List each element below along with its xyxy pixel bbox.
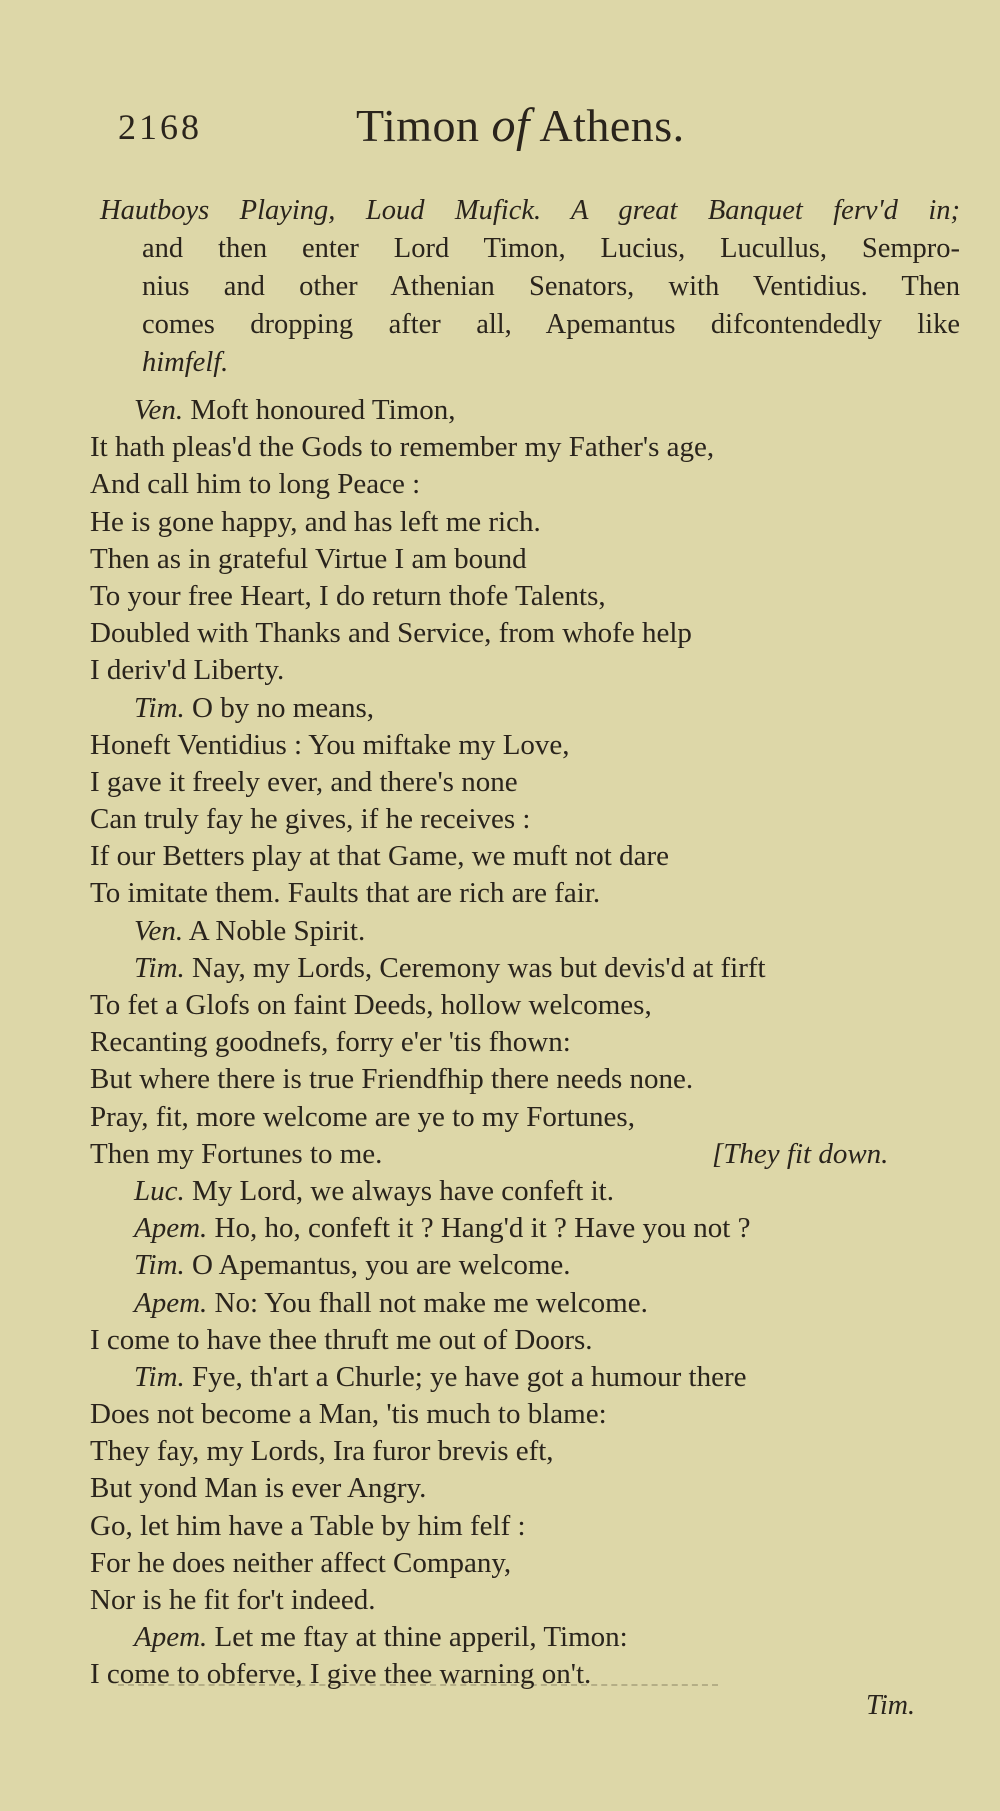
line-text: Nay, my Lords, Ceremony was but devis'd at firft [192,951,766,984]
verse-line [90,1099,950,1136]
line-text: It hath pleas'd the Gods to remember my Father's age, [90,431,715,464]
verse-line [90,652,950,689]
line-text: Fye, th'art a Churle; ye have got a humour there [192,1360,747,1393]
line-text: If our Betters play at that Game, we muft not dare [90,840,669,873]
verse-line [90,987,950,1024]
line-text: O Apemantus, you are welcome. [192,1249,571,1282]
line-text: I come to obferve, I give thee warning on't. [90,1658,592,1691]
line-text: To imitate them. Faults that are rich are fair. [90,877,601,910]
speaker-name: Apem. [134,1212,208,1245]
line-text: I deriv'd Liberty. [90,654,285,687]
verse-line [90,504,950,541]
verse-line [90,1656,950,1693]
stage-direction-line: Hautboys Playing, Loud Mufick. A great Banquet ferv'd in; [100,195,960,226]
speaker-name: Tim. [134,691,185,724]
line-text: My Lord, we always have confeft it. [192,1174,614,1207]
running-header [118,92,918,162]
stage-direction-line: comes dropping after all, Apemantus difcontendedly like [142,309,960,340]
page-title [356,98,685,153]
verse-line [90,913,950,950]
speaker-name: Ven. [134,914,184,947]
catchword: Tim. [866,1690,916,1721]
verse-line [90,801,950,838]
verse-line [90,1508,950,1545]
verse-line [90,1322,950,1359]
line-text: I come to have thee thruft me out of Doors. [90,1323,593,1356]
verse-line [90,727,950,764]
dialogue-text [90,392,950,1694]
verse-line [90,875,950,912]
title-part-of: of [491,99,530,152]
title-part-2: Athens. [529,100,685,151]
line-text: They fay, my Lords, Ira furor brevis eft, [90,1435,554,1468]
line-text: Pray, fit, more welcome are ye to my Fortunes, [90,1100,635,1133]
stage-direction-line: nius and other Athenian Senators, with Ventidius. Then [142,271,960,302]
verse-line [90,690,950,727]
line-text: Then my Fortunes to me. [90,1137,383,1170]
speaker-name: Ven. [134,394,184,426]
line-text: But yond Man is ever Angry. [90,1472,427,1505]
speaker-name: Tim. [134,1360,185,1393]
speaker-name: Tim. [134,951,185,984]
line-text: Go, let him have a Table by him felf : [90,1509,526,1542]
line-text: O by no means, [192,691,375,724]
verse-line [90,466,950,503]
line-text: A Noble Spirit. [188,914,366,947]
line-text: Moft honoured Timon, [190,394,456,426]
verse-line [90,950,950,987]
line-text: Recanting goodnefs, forry e'er 'tis fhown: [90,1026,571,1059]
verse-line [90,1433,950,1470]
line-text: Ho, ho, confeft it ? Hang'd it ? Have you not ? [214,1212,751,1245]
verse-line [90,429,950,466]
verse-line [90,1024,950,1061]
verse-line [90,1582,950,1619]
stage-direction-inline: [They fit down. [712,1137,889,1170]
verse-line [90,615,950,652]
verse-line [90,1061,950,1098]
verse-line [90,541,950,578]
speaker-name: Tim. [134,1249,185,1282]
verse-line [90,1136,950,1173]
verse-line [90,1210,950,1247]
line-text: To fet a Glofs on faint Deeds, hollow welcomes, [90,989,652,1021]
verse-line [90,392,950,429]
speaker-name: Apem. [134,1621,208,1654]
page-number: 2168 [118,107,202,147]
stage-direction-line: himfelf. [142,347,229,378]
line-text: Nor is he fit for't indeed. [90,1584,376,1616]
line-text: To your free Heart, I do return thofe Talents, [90,579,606,612]
verse-line [90,1470,950,1507]
verse-line [90,1545,950,1582]
line-text: No: You fhall not make me welcome. [214,1286,648,1319]
line-text: Honeft Ventidius : You miftake my Love, [90,728,570,761]
verse-line [90,838,950,875]
verse-line [90,764,950,801]
line-text: He is gone happy, and has left me rich. [90,505,541,538]
stage-direction [100,192,960,382]
verse-line [90,578,950,615]
verse-line [90,1359,950,1396]
line-text: Does not become a Man, 'tis much to blame: [90,1398,607,1431]
line-text: And call him to long Peace : [90,468,421,501]
verse-line [90,1285,950,1322]
line-text: For he does neither affect Company, [90,1546,512,1579]
verse-line [90,1396,950,1433]
speaker-name: Apem. [134,1286,208,1319]
line-text: Doubled with Thanks and Service, from whofe help [90,617,692,650]
title-part-1: Timon [356,100,492,151]
line-text: Let me ftay at thine apperil, Timon: [214,1621,628,1654]
verse-line [90,1619,950,1656]
verse-line [90,1247,950,1284]
speaker-name: Luc. [134,1174,185,1207]
line-text: But where there is true Friendfhip there needs none. [90,1063,694,1096]
line-text: Can truly fay he gives, if he receives : [90,803,531,836]
line-text: Then as in grateful Virtue I am bound [90,542,527,575]
stage-direction-line: and then enter Lord Timon, Lucius, Lucullus, Sempro- [142,233,960,264]
verse-line [90,1173,950,1210]
line-text: I gave it freely ever, and there's none [90,765,518,798]
